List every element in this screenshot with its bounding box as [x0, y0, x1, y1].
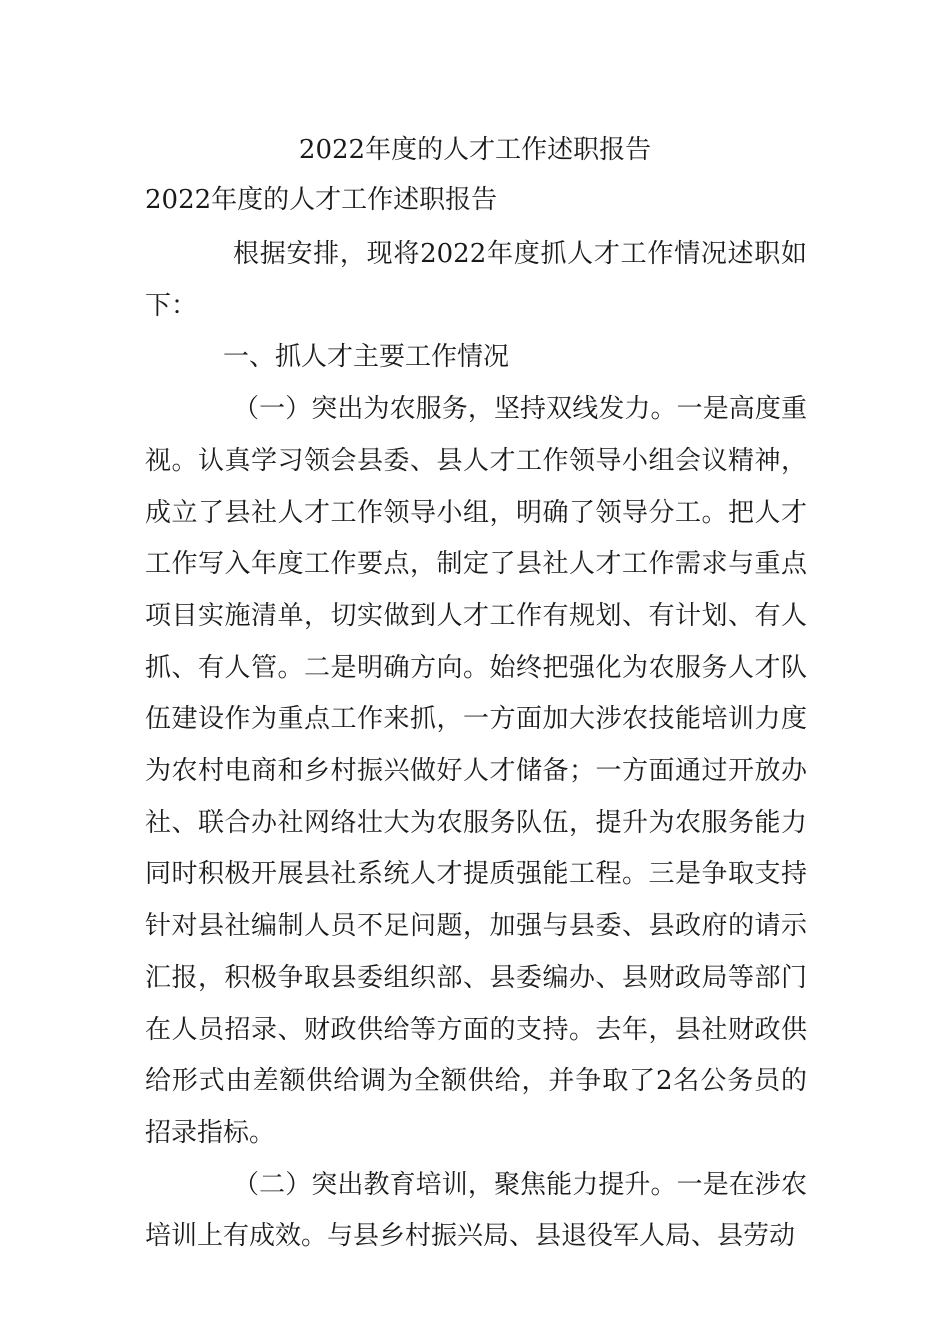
body-paragraph-2: （二）突出教育培训，聚焦能力提升。一是在涉农培训上有成效。与县乡村振兴局、县退役军人局、县劳动: [145, 1169, 807, 1252]
intro-paragraph: 根据安排，现将2022年度抓人才工作情况述职如下：: [145, 239, 807, 321]
document-subtitle: 2022年度的人才工作述职报告: [145, 185, 498, 215]
section-heading: 一、抓人才主要工作情况: [223, 342, 510, 373]
document-title: 2022年度的人才工作述职报告: [298, 135, 652, 165]
body-paragraph-1: （一）突出为农服务，坚持双线发力。一是高度重视。认真学习领会县委、县人才工作领导小组会议精神，成立了县社人才工作领导小组，明确了领导分工。把人才工作写入年度工作要点，制定了县社人才工作需求与重点项目实施清单，切实做到人才工作有规划、有计划、有人抓、有人管。二是明确方向。始终把强化为农服务人才队伍建设作为重点工作来抓，一方面加大涉农技能培训力度为农村电商和乡村振兴做好人才储备；一方面通过开放办社、联合办社网络壮大为农服务队伍，提升为农服务能力同时积极开展县社系统人才提质强能工程。三是争取支持针对县社编制人员不足问题，加强与县委、县政府的请示汇报，积极争取县委组织部、县委编办、县财政局等部门在人员招录、财政供给等方面的支持。去年，县社财政供给形式由差额供给调为全额供给，并争取了2名公务员的招录指标。: [145, 394, 807, 1148]
document-body: [145, 229, 807, 1263]
